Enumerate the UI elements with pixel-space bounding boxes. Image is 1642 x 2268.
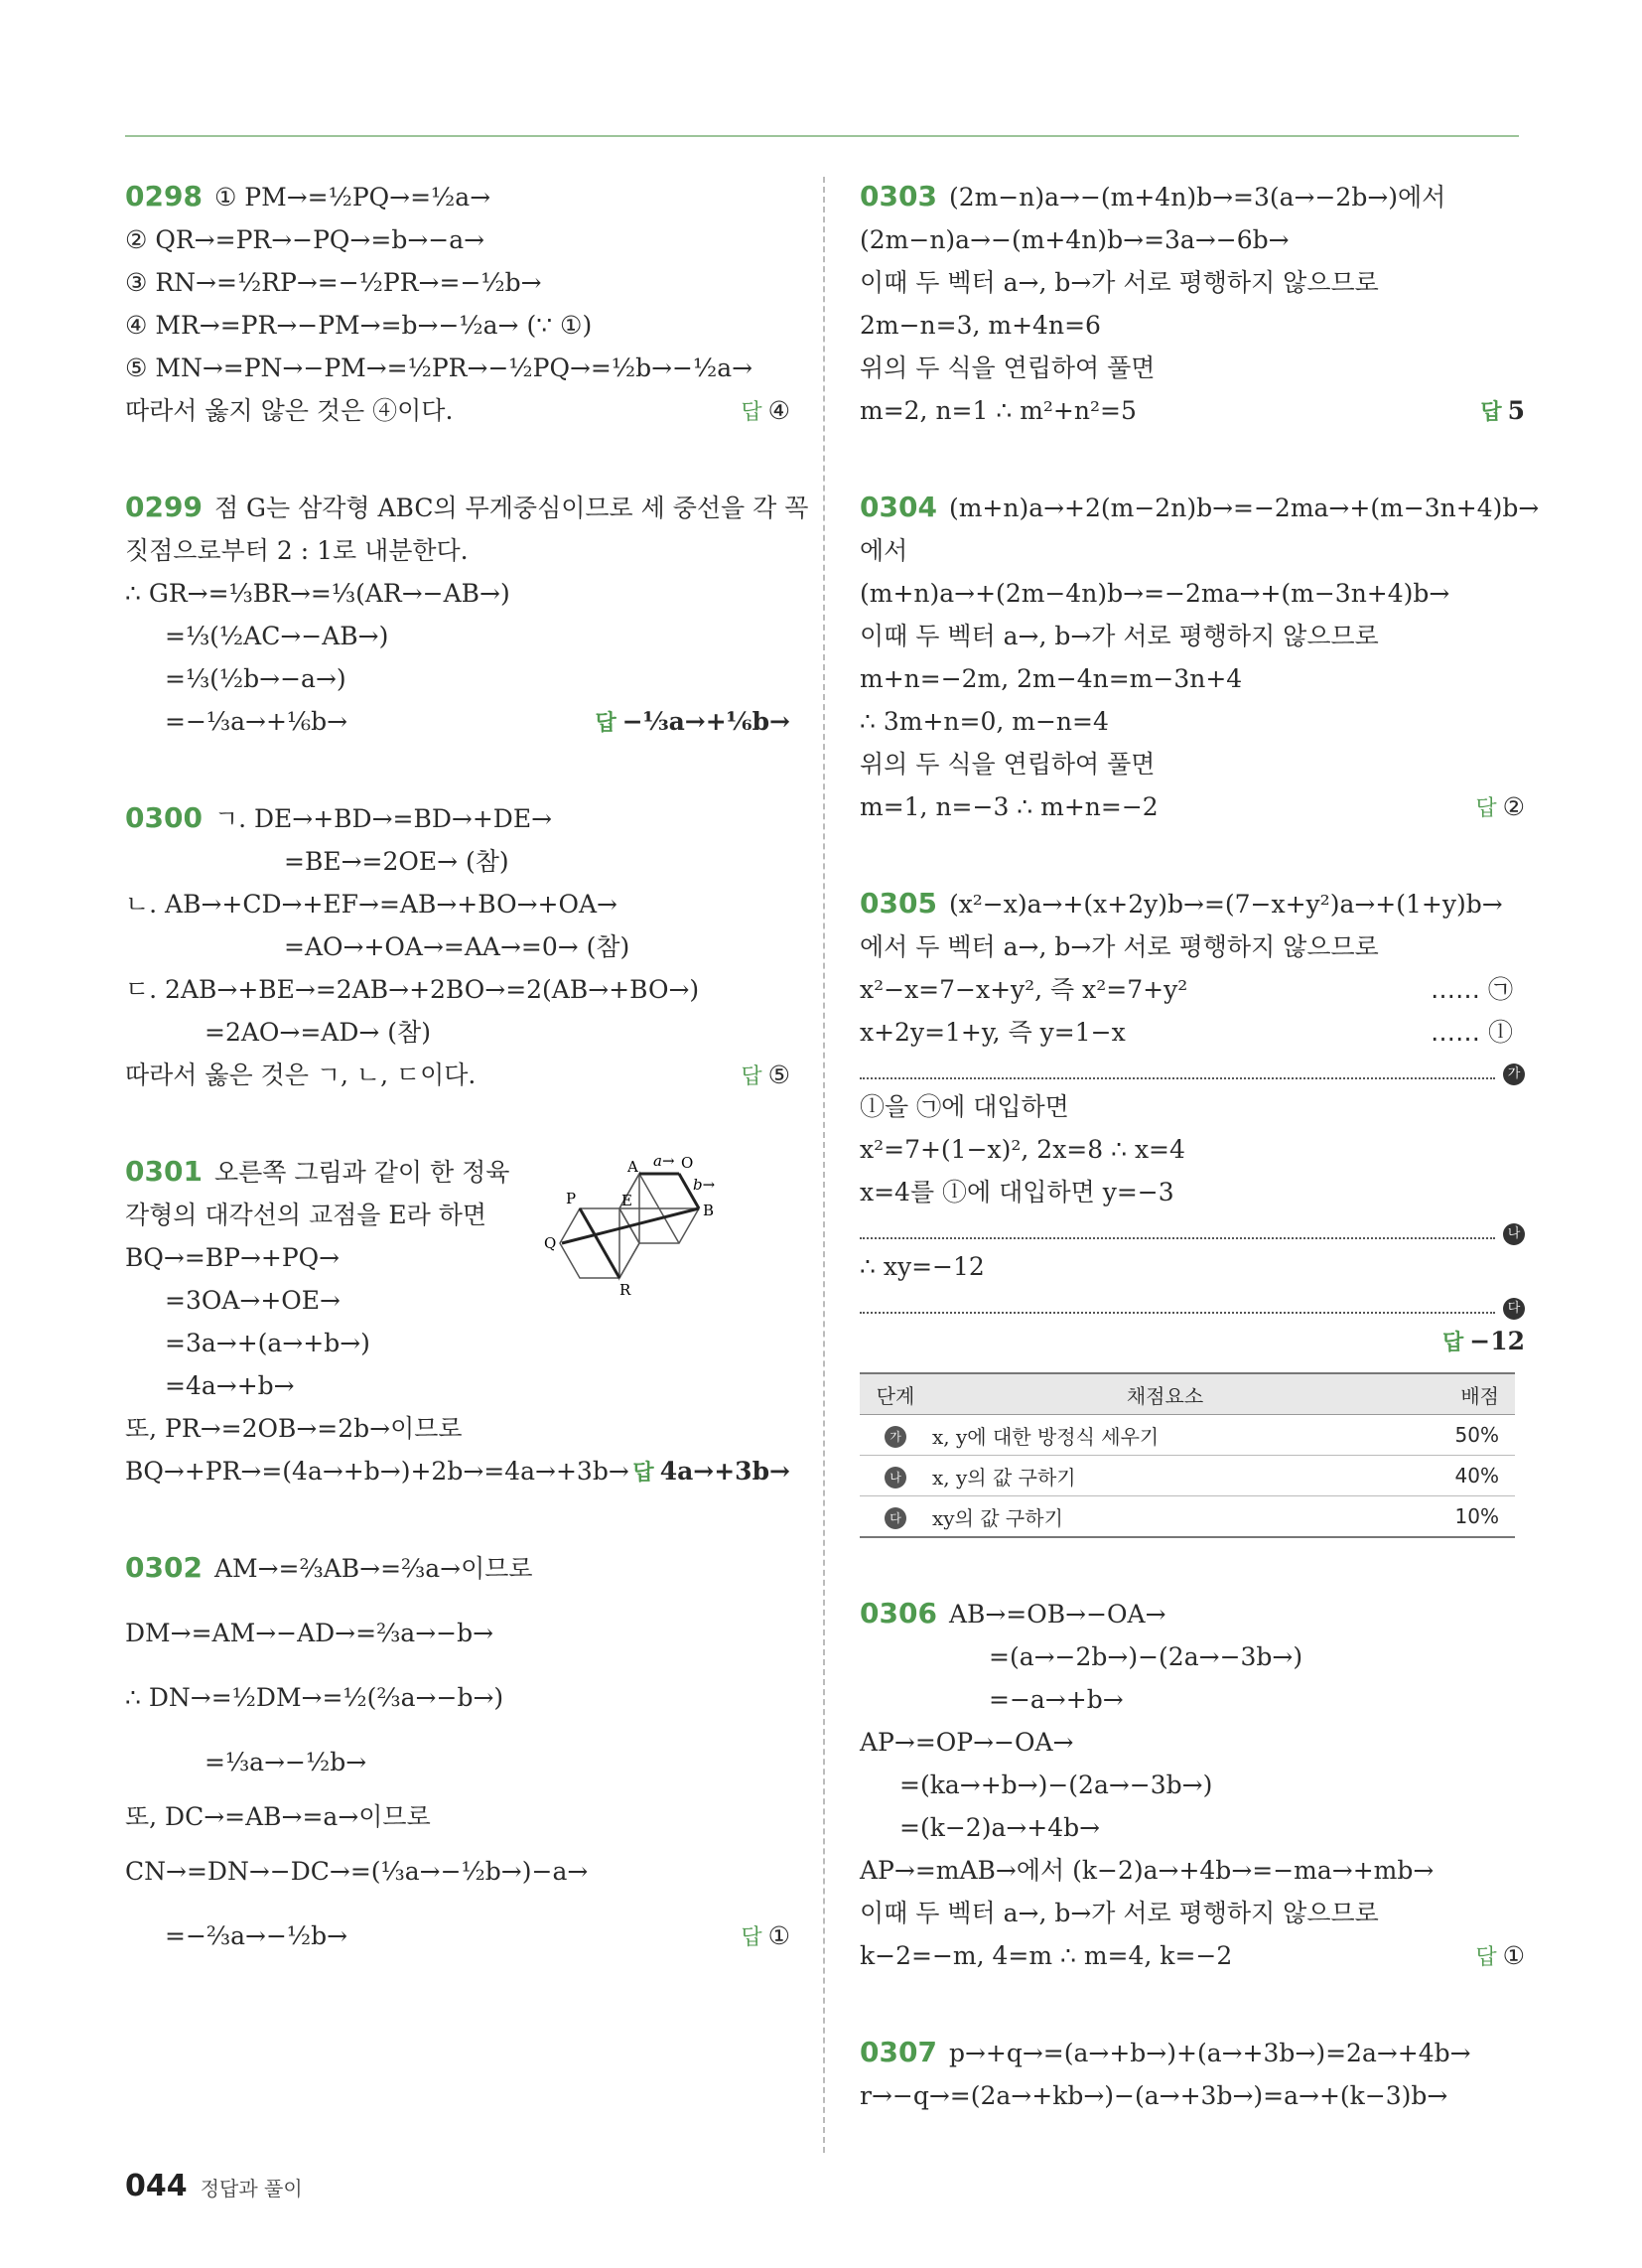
solution-line: 각형의 대각선의 교점을 E라 하면 <box>125 1201 486 1229</box>
right-column <box>860 175 1540 2171</box>
solution-line: m=2, n=1 ∴ m²+n²=5 <box>860 396 1137 425</box>
equation-tag: …… ㉠ <box>1431 975 1513 1004</box>
problem-0301 <box>125 1150 790 1492</box>
footer-title: 정답과 풀이 <box>200 2177 303 2200</box>
solution-line: ④ MR→=PR→−PM→=b→−½a→ (∵ ①) <box>125 311 593 340</box>
step-marker: 가 <box>885 1426 906 1448</box>
solution-line: BQ→=BP→+PQ→ <box>125 1243 341 1272</box>
step-marker: 가 <box>1503 1063 1525 1085</box>
solution-line: =3OA→+OE→ <box>165 1286 341 1315</box>
problem-number: 0303 <box>860 180 937 213</box>
table-cell: xy의 값 구하기 <box>931 1496 1399 1538</box>
table-cell: x, y의 값 구하기 <box>931 1456 1399 1496</box>
solution-line: =−a→+b→ <box>989 1685 1124 1714</box>
problem-0298 <box>125 175 790 432</box>
table-row <box>860 1496 1515 1538</box>
problem-0303 <box>860 175 1525 432</box>
table-cell: 40% <box>1399 1456 1515 1496</box>
solution-line: 위의 두 식을 연립하여 풀면 <box>860 750 1156 779</box>
table-header: 단계 <box>860 1373 931 1415</box>
solution-line: BQ→+PR→=(4a→+b→)+2b→=4a→+3b→ <box>125 1457 629 1486</box>
solution-line: =2AO→=AD→ (참) <box>205 1018 431 1047</box>
solution-line: AB→=OB→−OA→ <box>948 1600 1166 1629</box>
solution-line: 또, PR→=2OB→=2b→이므로 <box>125 1414 463 1443</box>
solution-line: ㄱ. DE→+BD→=BD→+DE→ <box>213 804 553 833</box>
solution-line: 따라서 옳은 것은 ㄱ, ㄴ, ㄷ이다. <box>125 1061 477 1089</box>
solution-line: 위의 두 식을 연립하여 풀면 <box>860 354 1156 382</box>
problem-0304 <box>860 486 1540 828</box>
problem-number: 0305 <box>860 887 937 920</box>
solution-line: x=4를 ⓛ에 대입하면 y=−3 <box>860 1178 1174 1206</box>
solution-line: =⅓(½b→−a→) <box>165 664 346 693</box>
solution-line: =AO→+OA→=AA→=0→ (참) <box>284 932 630 961</box>
solution-line: x+2y=1+y, 즉 y=1−x <box>860 1018 1126 1047</box>
answer: 답 ② <box>1475 792 1525 821</box>
solution-line: ① PM→=½PQ→=½a→ <box>213 183 491 212</box>
figure-label-B: B <box>703 1202 715 1219</box>
problem-number: 0302 <box>125 1551 203 1584</box>
table-row <box>860 1456 1515 1496</box>
figure-label-A: A <box>627 1158 638 1176</box>
column-divider <box>823 177 825 2153</box>
answer: 답 −12 <box>1441 1327 1525 1355</box>
step-divider <box>860 1219 1521 1241</box>
solution-line: x²=7+(1−x)², 2x=8 ∴ x=4 <box>860 1135 1185 1164</box>
table-row <box>860 1415 1515 1456</box>
problem-number: 0307 <box>860 2036 937 2068</box>
solution-line: 점 G는 삼각형 ABC의 무게중심이므로 세 중선을 각 꼭 <box>213 494 809 522</box>
solution-line: =(k−2)a→+4b→ <box>899 1813 1101 1842</box>
solution-line: AP→=mAB→에서 (k−2)a→+4b→=−ma→+mb→ <box>860 1856 1435 1885</box>
solution-line: =−⅔a→−½b→ <box>165 1921 348 1950</box>
solution-line: (x²−x)a→+(x+2y)b→=(7−x+y²)a→+(1+y)b→ <box>948 890 1503 919</box>
page-footer <box>125 2169 303 2203</box>
step-divider <box>860 1060 1521 1081</box>
step-marker: 나 <box>1503 1223 1525 1245</box>
problem-0307 <box>860 2031 1525 2117</box>
solution-line: 오른쪽 그림과 같이 한 정육 <box>213 1158 510 1187</box>
solution-line: m=1, n=−3 ∴ m+n=−2 <box>860 792 1159 821</box>
step-divider <box>860 1294 1521 1316</box>
solution-line: (2m−n)a→−(m+4n)b→=3(a→−2b→)에서 <box>948 183 1446 212</box>
figure-label-R: R <box>619 1281 631 1299</box>
solution-line: =4a→+b→ <box>165 1371 295 1400</box>
problem-number: 0298 <box>125 180 203 213</box>
figure-label-a: a→ <box>653 1152 675 1170</box>
solution-line: k−2=−m, 4=m ∴ m=4, k=−2 <box>860 1941 1233 1970</box>
problem-number: 0299 <box>125 491 203 523</box>
solution-line: =3a→+(a→+b→) <box>165 1329 370 1357</box>
scoring-table <box>860 1372 1515 1538</box>
table-cell: 50% <box>1399 1415 1515 1456</box>
figure-label-b: b→ <box>693 1176 716 1194</box>
solution-line: x²−x=7−x+y², 즉 x²=7+y² <box>860 975 1188 1004</box>
solution-line: 2m−n=3, m+4n=6 <box>860 311 1101 340</box>
solution-line: ⓛ을 ㉠에 대입하면 <box>860 1092 1069 1121</box>
solution-line: CN→=DN→−DC→=(⅓a→−½b→)−a→ <box>125 1857 589 1886</box>
page-number: 044 <box>125 2169 188 2203</box>
solution-line: (m+n)a→+2(m−2n)b→=−2ma→+(m−3n+4)b→ <box>948 494 1540 522</box>
answer: 답 ⑤ <box>741 1061 790 1089</box>
problem-0306 <box>860 1592 1525 1977</box>
solution-line: m+n=−2m, 2m−4n=m−3n+4 <box>860 664 1243 693</box>
top-rule <box>125 135 1519 137</box>
solution-line: 짓점으로부터 2 : 1로 내분한다. <box>125 536 469 565</box>
solution-line: ∴ xy=−12 <box>860 1252 985 1281</box>
solution-line: ㄴ. AB→+CD→+EF→=AB→+BO→+OA→ <box>125 890 617 919</box>
problem-number: 0304 <box>860 491 937 523</box>
solution-line: AM→=⅔AB→=⅔a→이므로 <box>213 1554 533 1583</box>
figure-label-P: P <box>566 1190 577 1207</box>
solution-line: =⅓a→−½b→ <box>205 1748 367 1776</box>
figure-label-O: O <box>681 1154 694 1172</box>
solution-line: =⅓(½AC→−AB→) <box>165 622 389 650</box>
solution-line: DM→=AM→−AD→=⅔a→−b→ <box>125 1619 494 1647</box>
figure-label-E: E <box>621 1192 632 1209</box>
left-column <box>125 175 809 2011</box>
problem-number: 0301 <box>125 1155 203 1188</box>
answer: 답 ④ <box>741 396 790 425</box>
solution-line: =(ka→+b→)−(2a→−3b→) <box>899 1771 1213 1799</box>
solution-line: r→−q→=(2a→+kb→)−(a→+3b→)=a→+(k−3)b→ <box>860 2081 1448 2110</box>
answer: 답 5 <box>1480 396 1525 425</box>
solution-line: 이때 두 벡터 a→, b→가 서로 평행하지 않으므로 <box>860 622 1379 650</box>
step-marker: 나 <box>885 1467 906 1488</box>
table-cell: 10% <box>1399 1496 1515 1538</box>
solution-line: ∴ 3m+n=0, m−n=4 <box>860 707 1109 736</box>
solution-line: (2m−n)a→−(m+4n)b→=3a→−6b→ <box>860 225 1290 254</box>
table-header: 배점 <box>1399 1373 1515 1415</box>
answer: 답 −⅓a→+⅙b→ <box>595 707 790 736</box>
step-marker: 다 <box>1503 1298 1525 1320</box>
step-marker: 다 <box>885 1507 906 1529</box>
equation-tag: …… ⓛ <box>1431 1018 1513 1047</box>
answer: 답 4a→+3b→ <box>632 1457 790 1486</box>
problem-0300 <box>125 796 790 1096</box>
solution-line: ② QR→=PR→−PQ→=b→−a→ <box>125 225 485 254</box>
solution-line: 이때 두 벡터 a→, b→가 서로 평행하지 않으므로 <box>860 1899 1379 1927</box>
solution-line: 또, DC→=AB→=a→이므로 <box>125 1802 431 1831</box>
solution-line: AP→=OP→−OA→ <box>860 1728 1074 1757</box>
solution-line: (m+n)a→+(2m−4n)b→=−2ma→+(m−3n+4)b→ <box>860 579 1450 608</box>
solution-line: ∴ GR→=⅓BR→=⅓(AR→−AB→) <box>125 579 510 608</box>
solution-line: ③ RN→=½RP→=−½PR→=−½b→ <box>125 268 542 297</box>
solution-line: ⑤ MN→=PN→−PM→=½PR→−½PQ→=½b→−½a→ <box>125 354 753 382</box>
table-cell: x, y에 대한 방정식 세우기 <box>931 1415 1399 1456</box>
solution-line: =−⅓a→+⅙b→ <box>165 707 348 736</box>
problem-0299 <box>125 486 809 743</box>
solution-line: ∴ DN→=½DM→=½(⅔a→−b→) <box>125 1683 504 1712</box>
figure-label-Q: Q <box>544 1234 557 1252</box>
problem-0305 <box>860 882 1525 1538</box>
solution-line: 이때 두 벡터 a→, b→가 서로 평행하지 않으므로 <box>860 268 1379 297</box>
table-header: 채점요소 <box>931 1373 1399 1415</box>
solution-line: =(a→−2b→)−(2a→−3b→) <box>989 1642 1303 1671</box>
solution-line: p→+q→=(a→+b→)+(a→+3b→)=2a→+4b→ <box>948 2039 1471 2067</box>
solution-line: =BE→=2OE→ (참) <box>284 847 509 876</box>
answer: 답 ① <box>1475 1941 1525 1970</box>
solution-line: 따라서 옳지 않은 것은 ④이다. <box>125 396 454 425</box>
answer: 답 ① <box>741 1921 790 1950</box>
solution-line: 에서 <box>860 536 908 565</box>
problem-0302 <box>125 1546 790 1957</box>
solution-line: 에서 두 벡터 a→, b→가 서로 평행하지 않으므로 <box>860 932 1379 961</box>
problem-number: 0306 <box>860 1597 937 1630</box>
problem-number: 0300 <box>125 801 203 834</box>
solution-line: ㄷ. 2AB→+BE→=2AB→+2BO→=2(AB→+BO→) <box>125 975 700 1004</box>
